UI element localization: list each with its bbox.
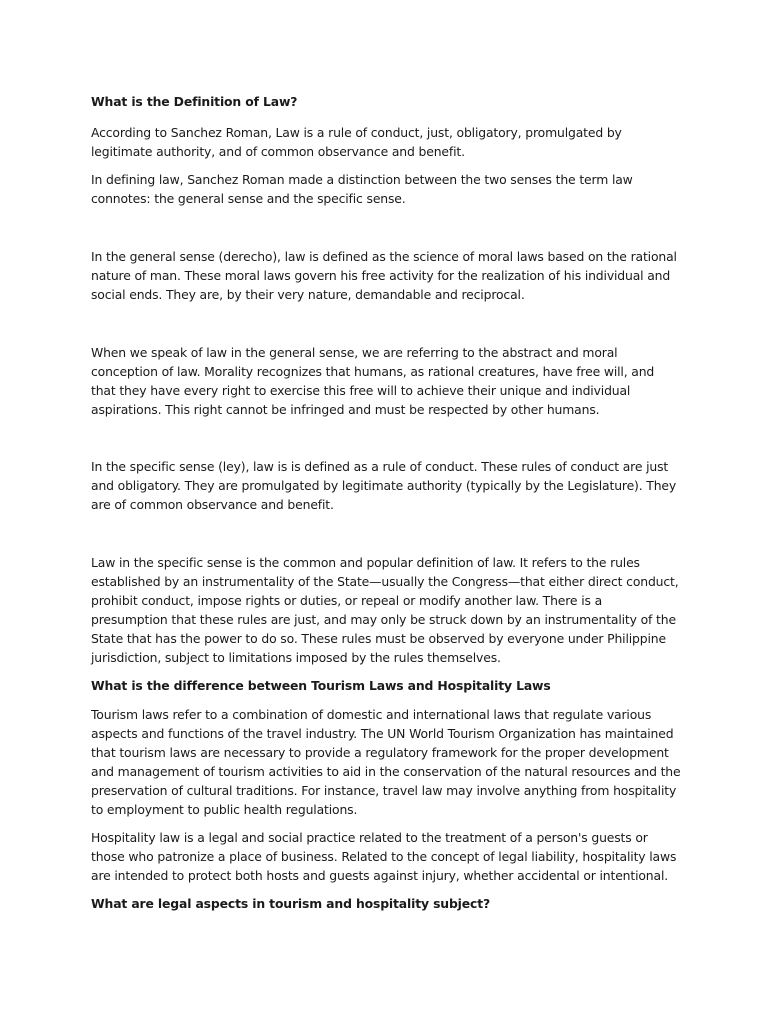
paragraph-general-sense: In the general sense (derecho), law is defined as the science of moral laws based on the rational nature of man. These moral laws govern his free activity for the realization of his individual and social ends. They are, by their very nature, demandable and reciprocal. xyxy=(91,249,677,302)
heading-tourism-vs-hospitality: What is the difference between Tourism Laws and Hospitality Laws xyxy=(91,678,551,693)
heading-legal-aspects: What are legal aspects in tourism and hospitality subject? xyxy=(91,896,491,911)
paragraph-two-senses: In defining law, Sanchez Roman made a distinction between the two senses the term law connotes: the general sense and the specific sense. xyxy=(91,172,633,206)
paragraph-sanchez-roman-definition: According to Sanchez Roman, Law is a rule of conduct, just, obligatory, promulgated by legitimate authority, and of common observance and benefit. xyxy=(91,125,622,159)
paragraph-specific-sense: In the specific sense (ley), law is is defined as a rule of conduct. These rules of conduct are just and obligatory. They are promulgated by legitimate authority (typically by the Legislature). They are of common observance and benefit. xyxy=(91,459,677,512)
paragraph-abstract-moral-conception: When we speak of law in the general sense, we are referring to the abstract and moral conception of law. Morality recognizes that humans, as rational creatures, have free will, and that they have every right to exercise this free will to achieve their unique and individual aspirations. This right cannot be infringed and must be respected by other humans. xyxy=(91,345,655,417)
paragraph-hospitality-law: Hospitality law is a legal and social practice related to the treatment of a person's guests or those who patronize a place of business. Related to the concept of legal liability, hospitality laws are intended to protect both hosts and guests against injury, whether accidental or intentional. xyxy=(91,830,677,883)
paragraph-popular-definition: Law in the specific sense is the common and popular definition of law. It refers to the rules established by an instrumentality of the State—usually the Congress—that either direct conduct, prohibit conduct, impose rights or duties, or repeal or modify another law. There is a presumption that these rules are just, and may only be struck down by an instrumentality of the State that has the power to do so. These rules must be observed by everyone under Philippine jurisdiction, subject to limitations imposed by the rules themselves. xyxy=(91,555,679,665)
heading-definition-of-law: What is the Definition of Law? xyxy=(91,94,298,109)
paragraph-tourism-laws: Tourism laws refer to a combination of domestic and international laws that regulate various aspects and functions of the travel industry. The UN World Tourism Organization has maintained that tourism laws are necessary to provide a regulatory framework for the proper development and management of tourism activities to aid in the conservation of the natural resources and the preservation of cultural traditions. For instance, travel law may involve anything from hospitality to employment to public health regulations. xyxy=(91,707,681,817)
